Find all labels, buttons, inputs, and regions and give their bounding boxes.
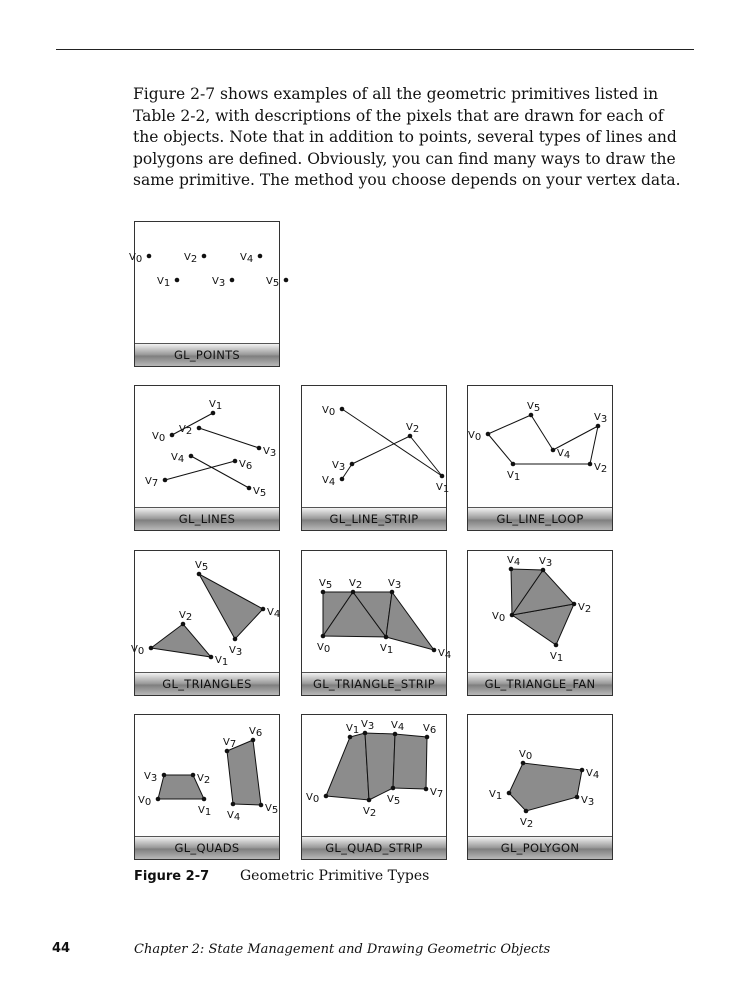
vertex-dot: [588, 462, 593, 467]
vertex-label: V3: [332, 460, 346, 473]
filled-polygon: [365, 733, 395, 800]
vertex-dot: [391, 786, 396, 791]
vertex-dot: [390, 590, 395, 595]
vertex-label: V0: [492, 611, 506, 624]
vertex-dot: [321, 634, 326, 639]
edge-line: [199, 428, 259, 448]
vertex-dot: [348, 735, 353, 740]
panel-gl-triangles: [131, 550, 281, 696]
vertex-label: V3: [361, 719, 375, 732]
vertex-dot: [554, 643, 559, 648]
vertex-dot: [191, 773, 196, 778]
vertex-dot: [156, 797, 161, 802]
vertex-dot: [181, 622, 186, 627]
vertex-label: V2: [197, 773, 211, 786]
edge-line: [342, 409, 442, 476]
vertex-label: V1: [346, 723, 360, 736]
vertex-dot: [189, 454, 194, 459]
vertex-label: V5: [527, 401, 541, 414]
vertex-label: V5: [387, 794, 401, 807]
vertex-dot: [202, 254, 207, 259]
panel-gl-points: [129, 221, 280, 367]
panel-label: GL_TRIANGLE_FAN: [468, 672, 612, 695]
vertex-label: V4: [267, 607, 281, 620]
filled-polygon: [509, 763, 582, 811]
vertex-dot: [170, 433, 175, 438]
edge-line: [531, 415, 553, 450]
vertex-label: V4: [240, 252, 254, 265]
vertex-dot: [367, 798, 372, 803]
edge-line: [410, 436, 442, 476]
vertex-dot: [510, 613, 515, 618]
vertex-label: V0: [129, 252, 143, 265]
vertex-label: V2: [179, 610, 193, 623]
filled-polygon: [326, 733, 369, 800]
vertex-dot: [572, 602, 577, 607]
vertex-label: V3: [212, 276, 226, 289]
vertex-dot: [197, 572, 202, 577]
vertex-label: V0: [322, 405, 336, 418]
vertex-dot: [440, 474, 445, 479]
panel-gl-lines: [134, 385, 280, 531]
vertex-label: V4: [171, 452, 185, 465]
vertex-dot: [575, 795, 580, 800]
vertex-label: V1: [198, 805, 212, 818]
vertex-label: V2: [520, 817, 534, 830]
vertex-label: V3: [539, 556, 553, 569]
vertex-label: V0: [131, 644, 145, 657]
vertex-label: V4: [391, 720, 405, 733]
vertex-dot: [363, 731, 368, 736]
panel-label: GL_TRIANGLES: [135, 672, 279, 695]
figure-caption-number: Figure 2-7: [134, 869, 210, 884]
edge-line: [553, 426, 598, 450]
vertex-dot: [541, 568, 546, 573]
vertex-dot: [257, 446, 262, 451]
vertex-label: V4: [507, 555, 521, 568]
running-head: Chapter 2: State Management and Drawing Geometric Objects: [134, 942, 551, 957]
vertex-label: V2: [363, 806, 377, 819]
vertex-dot: [284, 278, 289, 283]
panel-gl-line-strip: [301, 385, 450, 531]
vertex-dot: [211, 411, 216, 416]
vertex-label: V3: [388, 578, 402, 591]
vertex-dot: [259, 803, 264, 808]
panel-label: GL_LINE_LOOP: [468, 507, 612, 530]
vertex-label: V0: [519, 749, 533, 762]
vertex-label: V5: [195, 560, 209, 573]
vertex-dot: [507, 791, 512, 796]
vertex-label: V1: [157, 276, 171, 289]
vertex-label: V7: [430, 787, 444, 800]
vertex-label: V2: [594, 462, 608, 475]
vertex-dot: [511, 462, 516, 467]
edge-line: [488, 434, 513, 464]
vertex-dot: [351, 590, 356, 595]
vertex-dot: [580, 768, 585, 773]
vertex-dot: [350, 462, 355, 467]
vertex-dot: [321, 590, 326, 595]
vertex-dot: [551, 448, 556, 453]
vertex-dot: [529, 413, 534, 418]
vertex-label: V2: [406, 422, 420, 435]
panel-gl-quad-strip: [301, 714, 447, 860]
vertex-label: V6: [239, 459, 253, 472]
panel-label: GL_QUADS: [135, 836, 279, 859]
vertex-dot: [340, 477, 345, 482]
filled-polygon: [199, 574, 263, 639]
vertex-dot: [432, 648, 437, 653]
vertex-dot: [521, 761, 526, 766]
edge-line: [165, 461, 235, 480]
vertex-dot: [230, 278, 235, 283]
vertex-dot: [231, 802, 236, 807]
vertex-label: V5: [319, 578, 333, 591]
vertex-dot: [233, 637, 238, 642]
body-paragraph: Figure 2-7 shows examples of all the geometric primitives listed in Table 2-2, with descriptions of the pixels that are drawn for each of the objects. Note that in addition to points, several types of lines and polygons are defined. Obviously, you can find many ways to draw the same primitive. The method you choose depends on your vertex data.: [133, 85, 681, 189]
vertex-dot: [424, 787, 429, 792]
vertex-dot: [384, 635, 389, 640]
vertex-label: V4: [438, 648, 452, 661]
vertex-dot: [393, 732, 398, 737]
vertex-label: V3: [581, 795, 595, 808]
vertex-label: V2: [349, 578, 363, 591]
vertex-dot: [209, 655, 214, 660]
panel-label: GL_POINTS: [135, 343, 279, 366]
vertex-label: V4: [557, 448, 571, 461]
panel-gl-polygon: [467, 714, 613, 860]
vertex-label: V0: [468, 430, 482, 443]
panel-label: GL_LINES: [135, 507, 279, 530]
vertex-label: V5: [253, 486, 267, 499]
vertex-dot: [258, 254, 263, 259]
vertex-dot: [149, 646, 154, 651]
vertex-label: V6: [423, 723, 437, 736]
vertex-label: V0: [138, 795, 152, 808]
vertex-dot: [509, 567, 514, 572]
vertex-label: V3: [263, 446, 277, 459]
filled-polygon: [386, 592, 434, 650]
vertex-dot: [163, 478, 168, 483]
panel-gl-triangle-fan: [467, 550, 613, 696]
vertex-dot: [408, 434, 413, 439]
vertex-label: V1: [215, 655, 229, 668]
panel-gl-triangle-strip: [301, 550, 452, 696]
page-number: 44: [52, 941, 71, 956]
vertex-dot: [340, 407, 345, 412]
vertex-label: V4: [586, 768, 600, 781]
panel-label: GL_QUAD_STRIP: [302, 836, 446, 859]
vertex-dot: [202, 797, 207, 802]
vertex-label: V0: [317, 642, 331, 655]
vertex-dot: [175, 278, 180, 283]
vertex-label: V1: [507, 470, 521, 483]
filled-polygon: [393, 734, 427, 789]
vertex-dot: [524, 809, 529, 814]
vertex-dot: [197, 426, 202, 431]
vertex-dot: [247, 486, 252, 491]
panel-label: GL_POLYGON: [468, 836, 612, 859]
vertex-label: V1: [550, 651, 564, 664]
vertex-dot: [425, 735, 430, 740]
top-rule: [56, 49, 694, 50]
vertex-label: V2: [179, 424, 193, 437]
vertex-label: V2: [578, 602, 592, 615]
edge-line: [352, 436, 410, 464]
vertex-dot: [596, 424, 601, 429]
vertex-label: V4: [322, 475, 336, 488]
panel-label: GL_TRIANGLE_STRIP: [302, 672, 446, 695]
vertex-label: V5: [265, 803, 279, 816]
filled-polygon: [151, 624, 211, 657]
panel-gl-quads: [134, 714, 280, 860]
panel-gl-line-loop: [467, 385, 613, 531]
vertex-label: V1: [209, 399, 223, 412]
vertex-label: V2: [184, 252, 198, 265]
vertex-dot: [147, 254, 152, 259]
vertex-label: V3: [594, 412, 608, 425]
vertex-label: V6: [249, 726, 263, 739]
edge-line: [488, 415, 531, 434]
vertex-dot: [324, 794, 329, 799]
vertex-dot: [162, 773, 167, 778]
vertex-label: V0: [152, 431, 166, 444]
vertex-dot: [225, 749, 230, 754]
panel-label: GL_LINE_STRIP: [302, 507, 446, 530]
vertex-label: V7: [223, 737, 237, 750]
vertex-dot: [486, 432, 491, 437]
vertex-label: V0: [306, 792, 320, 805]
figure-caption-text: Geometric Primitive Types: [240, 868, 430, 884]
vertex-label: V4: [227, 810, 241, 823]
vertex-dot: [261, 607, 266, 612]
vertex-label: V5: [266, 276, 280, 289]
vertex-dot: [251, 738, 256, 743]
vertex-label: V3: [144, 771, 158, 784]
vertex-dot: [233, 459, 238, 464]
vertex-label: V1: [436, 482, 450, 495]
edge-line: [590, 426, 598, 464]
vertex-label: V1: [380, 643, 394, 656]
vertex-label: V3: [229, 645, 243, 658]
vertex-label: V7: [145, 476, 159, 489]
vertex-label: V1: [489, 789, 503, 802]
